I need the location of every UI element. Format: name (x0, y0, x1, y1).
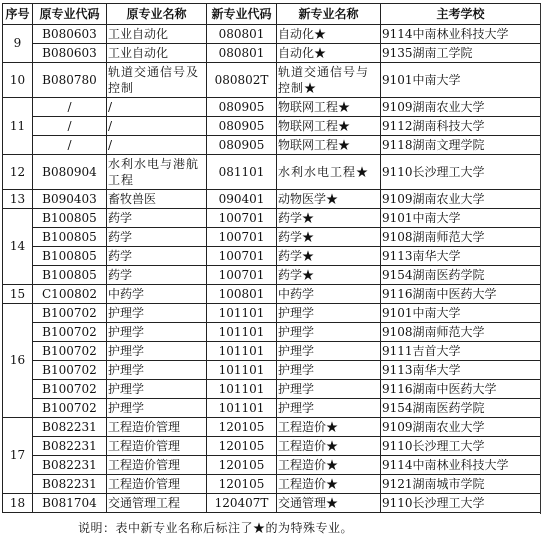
new-name-cell: 中药学 (277, 285, 381, 304)
old-name-cell: 轨道交通信号及控制 (107, 63, 207, 98)
new-code-cell: 100701 (207, 247, 277, 266)
old-code-cell: B100702 (33, 342, 107, 361)
table-body (3, 25, 541, 513)
school-cell: 9121湖南城市学院 (381, 475, 541, 494)
new-code-cell: 101101 (207, 304, 277, 323)
new-name-cell: 护理学 (277, 304, 381, 323)
table-row (3, 361, 541, 380)
old-code-cell: B100702 (33, 361, 107, 380)
old-name-cell: 护理学 (107, 361, 207, 380)
table-row (3, 380, 541, 399)
school-cell: 9114中南林业科技大学 (381, 25, 541, 44)
old-name-cell: 护理学 (107, 323, 207, 342)
school-cell: 9135湖南工学院 (381, 44, 541, 63)
page-edge-line (540, 4, 541, 514)
row-number: 13 (3, 190, 33, 209)
school-cell: 9154湖南医药学院 (381, 399, 541, 418)
old-name-cell: 工程造价管理 (107, 475, 207, 494)
new-name-cell: 轨道交通信号与控制★ (277, 63, 381, 98)
old-code-cell: B082231 (33, 418, 107, 437)
new-code-cell: 120105 (207, 456, 277, 475)
table-row (3, 342, 541, 361)
new-code-cell: 081101 (207, 155, 277, 190)
old-name-cell: 药学 (107, 228, 207, 247)
table-row (3, 117, 541, 136)
table-row (3, 266, 541, 285)
table-row (3, 399, 541, 418)
old-code-cell: B080904 (33, 155, 107, 190)
new-code-cell: 100701 (207, 209, 277, 228)
new-name-cell: 水利水电工程★ (277, 155, 381, 190)
new-name-cell: 药学★ (277, 228, 381, 247)
table-row (3, 98, 541, 117)
new-code-cell: 120407T (207, 494, 277, 513)
header-school: 主考学校 (381, 4, 541, 25)
new-name-cell: 护理学 (277, 399, 381, 418)
old-code-cell: B100805 (33, 247, 107, 266)
table-row (3, 155, 541, 190)
new-code-cell: 101101 (207, 399, 277, 418)
new-code-cell: 120105 (207, 437, 277, 456)
row-number: 12 (3, 155, 33, 190)
school-cell: 9108湖南师范大学 (381, 228, 541, 247)
new-name-cell: 护理学 (277, 380, 381, 399)
old-code-cell: B100805 (33, 228, 107, 247)
new-name-cell: 自动化★ (277, 25, 381, 44)
old-name-cell: 工程造价管理 (107, 418, 207, 437)
school-cell: 9110长沙理工大学 (381, 437, 541, 456)
school-cell: 9101中南大学 (381, 304, 541, 323)
new-name-cell: 自动化★ (277, 44, 381, 63)
new-name-cell: 交通管理★ (277, 494, 381, 513)
table-row (3, 418, 541, 437)
table-row (3, 437, 541, 456)
school-cell: 9114中南林业科技大学 (381, 456, 541, 475)
table-row (3, 190, 541, 209)
old-code-cell: B080603 (33, 25, 107, 44)
row-number: 16 (3, 304, 33, 418)
new-name-cell: 物联网工程★ (277, 98, 381, 117)
school-cell: 9118湖南文理学院 (381, 136, 541, 155)
new-code-cell: 120105 (207, 418, 277, 437)
old-name-cell: 工程造价管理 (107, 456, 207, 475)
header-old-name: 原专业名称 (107, 4, 207, 25)
table-row (3, 25, 541, 44)
row-number: 11 (3, 98, 33, 155)
table-row (3, 456, 541, 475)
row-number: 17 (3, 418, 33, 494)
school-cell: 9109湖南农业大学 (381, 418, 541, 437)
new-code-cell: 120105 (207, 475, 277, 494)
new-code-cell: 101101 (207, 323, 277, 342)
new-code-cell: 080905 (207, 136, 277, 155)
old-code-cell: B082231 (33, 456, 107, 475)
major-table (2, 3, 541, 513)
table-row (3, 228, 541, 247)
new-name-cell: 护理学 (277, 323, 381, 342)
old-name-cell: 中药学 (107, 285, 207, 304)
old-code-cell: B080603 (33, 44, 107, 63)
school-cell: 9101中南大学 (381, 63, 541, 98)
new-code-cell: 101101 (207, 361, 277, 380)
new-code-cell: 101101 (207, 380, 277, 399)
school-cell: 9110长沙理工大学 (381, 155, 541, 190)
new-code-cell: 080802T (207, 63, 277, 98)
old-name-cell: 水利水电与港航工程 (107, 155, 207, 190)
old-code-cell: B090403 (33, 190, 107, 209)
old-name-cell: 护理学 (107, 380, 207, 399)
old-name-cell: / (107, 98, 207, 117)
new-name-cell: 护理学 (277, 342, 381, 361)
new-code-cell: 080801 (207, 44, 277, 63)
old-code-cell: B100702 (33, 399, 107, 418)
school-cell: 9109湖南农业大学 (381, 98, 541, 117)
table-row (3, 475, 541, 494)
old-code-cell: B100805 (33, 266, 107, 285)
old-name-cell: / (107, 117, 207, 136)
old-code-cell: B082231 (33, 437, 107, 456)
table-row (3, 209, 541, 228)
old-name-cell: 护理学 (107, 304, 207, 323)
new-code-cell: 080905 (207, 117, 277, 136)
old-code-cell: C100802 (33, 285, 107, 304)
new-name-cell: 护理学 (277, 361, 381, 380)
new-name-cell: 工程造价★ (277, 437, 381, 456)
header-no: 序号 (3, 4, 33, 25)
school-cell: 9113南华大学 (381, 361, 541, 380)
school-cell: 9154湖南医药学院 (381, 266, 541, 285)
new-name-cell: 工程造价★ (277, 456, 381, 475)
old-name-cell: 药学 (107, 247, 207, 266)
old-code-cell: B080780 (33, 63, 107, 98)
old-name-cell: 畜牧兽医 (107, 190, 207, 209)
new-name-cell: 工程造价★ (277, 475, 381, 494)
table-row (3, 494, 541, 513)
school-cell: 9111吉首大学 (381, 342, 541, 361)
table-row (3, 63, 541, 98)
school-cell: 9113南华大学 (381, 247, 541, 266)
header-row (3, 4, 541, 25)
old-code-cell: / (33, 117, 107, 136)
table-row (3, 323, 541, 342)
old-code-cell: / (33, 98, 107, 117)
row-number: 9 (3, 25, 33, 63)
old-name-cell: 工程造价管理 (107, 437, 207, 456)
new-name-cell: 动物医学★ (277, 190, 381, 209)
school-cell: 9112湖南科技大学 (381, 117, 541, 136)
old-name-cell: 药学 (107, 209, 207, 228)
school-cell: 9116湖南中医药大学 (381, 285, 541, 304)
old-name-cell: 护理学 (107, 342, 207, 361)
old-code-cell: B100805 (33, 209, 107, 228)
school-cell: 9116湖南中医药大学 (381, 380, 541, 399)
old-name-cell: / (107, 136, 207, 155)
old-code-cell: B082231 (33, 475, 107, 494)
old-code-cell: B100702 (33, 304, 107, 323)
row-number: 10 (3, 63, 33, 98)
old-code-cell: B100702 (33, 323, 107, 342)
row-number: 15 (3, 285, 33, 304)
school-cell: 9108湖南师范大学 (381, 323, 541, 342)
old-code-cell: / (33, 136, 107, 155)
new-name-cell: 药学★ (277, 247, 381, 266)
school-cell: 9101中南大学 (381, 209, 541, 228)
school-cell: 9110长沙理工大学 (381, 494, 541, 513)
new-code-cell: 101101 (207, 342, 277, 361)
new-name-cell: 药学★ (277, 209, 381, 228)
school-cell: 9109湖南农业大学 (381, 190, 541, 209)
new-name-cell: 药学★ (277, 266, 381, 285)
new-code-cell: 080801 (207, 25, 277, 44)
old-name-cell: 工业自动化 (107, 25, 207, 44)
old-name-cell: 交通管理工程 (107, 494, 207, 513)
new-code-cell: 100701 (207, 266, 277, 285)
table-row (3, 285, 541, 304)
header-old-code: 原专业代码 (33, 4, 107, 25)
old-name-cell: 护理学 (107, 399, 207, 418)
new-name-cell: 物联网工程★ (277, 117, 381, 136)
row-number: 18 (3, 494, 33, 513)
document-page (2, 3, 540, 513)
new-code-cell: 090401 (207, 190, 277, 209)
row-number: 14 (3, 209, 33, 285)
new-code-cell: 100801 (207, 285, 277, 304)
new-code-cell: 100701 (207, 228, 277, 247)
footnote: 说明：表中新专业名称后标注了★的为特殊专业。 (78, 521, 354, 535)
old-code-cell: B100702 (33, 380, 107, 399)
old-name-cell: 药学 (107, 266, 207, 285)
new-name-cell: 工程造价★ (277, 418, 381, 437)
new-name-cell: 物联网工程★ (277, 136, 381, 155)
header-new-name: 新专业名称 (277, 4, 381, 25)
table-row (3, 247, 541, 266)
table-row (3, 44, 541, 63)
header-new-code: 新专业代码 (207, 4, 277, 25)
old-code-cell: B081704 (33, 494, 107, 513)
table-row (3, 304, 541, 323)
old-name-cell: 工业自动化 (107, 44, 207, 63)
table-row (3, 136, 541, 155)
new-code-cell: 080905 (207, 98, 277, 117)
